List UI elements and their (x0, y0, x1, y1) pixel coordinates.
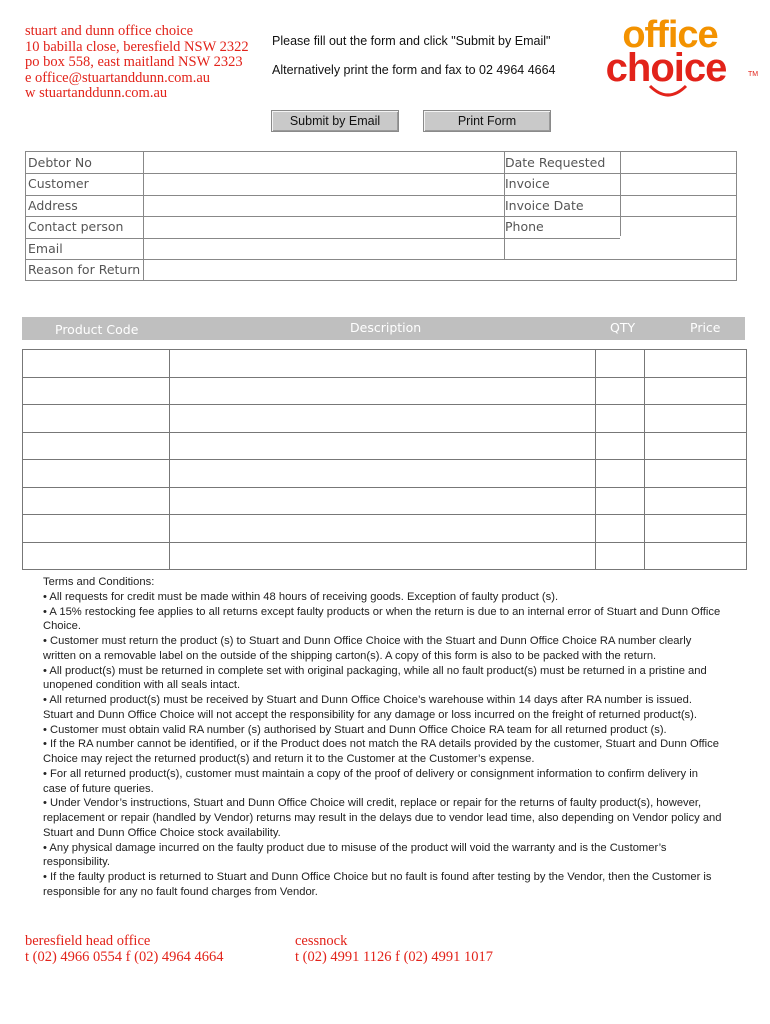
header-qty: QTY (610, 320, 636, 335)
customer-field[interactable] (144, 173, 504, 194)
product-code-cell[interactable] (23, 377, 170, 405)
terms-item: • Any physical damage incurred on the faulty product due to misuse of the product will void the warranty and is the Customer’s responsibility. (43, 841, 667, 869)
description-cell[interactable] (170, 487, 596, 515)
cessnock-title: cessnock (295, 933, 348, 949)
table-row (23, 487, 747, 515)
instruction-email: Please fill out the form and click "Submit by Email" (272, 34, 551, 48)
table-row (23, 405, 747, 433)
terms-item: • All product(s) must be returned in complete set with original packaging, while all no fault product(s) must be returned in a pristine and unopened condition with all seals intact. (43, 664, 707, 692)
table-row (23, 515, 747, 543)
price-cell[interactable] (645, 515, 747, 543)
terms-item: • Under Vendor’s instructions, Stuart and Dunn Office Choice will credit, replace or repair for the returns of faulty product(s), however, replacement or repair (handled by Vendor) returns may result in the delays due to vendor lead time, also depending on Vendor policy and Stuart and Dunn Office Choice stock availability. (43, 797, 722, 839)
product-code-cell[interactable] (23, 487, 170, 515)
terms-item: • All returned product(s) must be received by Stuart and Dunn Office Choice’s warehouse within 14 days after RA number is issued. Stuart and Dunn Office Choice will not accept the responsibility for any damage or loss incurred on the freight of returned product(s). (43, 694, 697, 721)
qty-cell[interactable] (596, 350, 645, 378)
phone-field[interactable] (621, 216, 737, 237)
header-price: Price (690, 320, 721, 335)
office-choice-logo (580, 14, 760, 102)
label-invoice: Invoice (505, 176, 550, 192)
table-row (23, 542, 747, 570)
terms-item: • If the faulty product is returned to Stuart and Dunn Office Choice but no fault is found after testing by the Vendor, then the Customer is responsible for any no fault found charges from Vendor. (43, 871, 712, 898)
invoice-field[interactable] (621, 173, 737, 194)
company-address (25, 24, 249, 102)
label-phone: Phone (505, 219, 544, 235)
table-row (23, 350, 747, 378)
product-code-cell[interactable] (23, 542, 170, 570)
debtor-info-form (25, 151, 737, 281)
header-description: Description (350, 320, 422, 335)
description-cell[interactable] (170, 432, 596, 460)
label-invoice-date: Invoice Date (505, 197, 584, 213)
product-code-cell[interactable] (23, 405, 170, 433)
logo-word-choice: choice (605, 46, 727, 90)
label-customer: Customer (28, 176, 89, 192)
product-code-cell[interactable] (23, 460, 170, 488)
description-cell[interactable] (170, 350, 596, 378)
logo-word-office: office (622, 14, 718, 56)
divider (504, 152, 505, 259)
product-table-header (22, 317, 745, 340)
company-email: e office@stuartanddunn.com.au (25, 69, 211, 86)
invoice-date-field[interactable] (621, 195, 737, 216)
price-cell[interactable] (645, 377, 747, 405)
label-address: Address (28, 197, 78, 213)
header-product-code: Product Code (55, 322, 139, 337)
terms-item: • A 15% restocking fee applies to all returns except faulty products or when the return is due to an internal error of Stuart and Dunn Office Choice. (43, 605, 721, 633)
company-name: stuart and dunn office choice (25, 23, 194, 39)
reason-for-return-field[interactable] (144, 259, 736, 280)
company-website: w stuartanddunn.com.au (25, 85, 168, 101)
submit-by-email-button[interactable]: Submit by Email (271, 110, 399, 132)
qty-cell[interactable] (596, 515, 645, 543)
address-field[interactable] (144, 195, 504, 216)
terms-item: • Customer must return the product (s) to Stuart and Dunn Office Choice with the Stuart and Dunn Office Choice RA number clearly written on a removable label on the outside of the shipping carton(s). A copy of this form is also to be packed with the return. (43, 635, 692, 662)
label-reason-for-return: Reason for Return (28, 262, 141, 277)
qty-cell[interactable] (596, 542, 645, 570)
description-cell[interactable] (170, 405, 596, 433)
qty-cell[interactable] (596, 460, 645, 488)
product-code-cell[interactable] (23, 350, 170, 378)
email-field[interactable] (144, 238, 504, 259)
contact-person-field[interactable] (144, 216, 504, 237)
price-cell[interactable] (645, 432, 747, 460)
footer-cessnock (295, 933, 493, 965)
table-row (23, 432, 747, 460)
terms-item: • All requests for credit must be made within 48 hours of receiving goods. Exception of faulty product (s). (43, 590, 559, 603)
qty-cell[interactable] (596, 487, 645, 515)
price-cell[interactable] (645, 460, 747, 488)
description-cell[interactable] (170, 542, 596, 570)
label-contact-person: Contact person (28, 219, 124, 235)
table-row (23, 460, 747, 488)
print-form-button[interactable]: Print Form (423, 110, 551, 132)
qty-cell[interactable] (596, 405, 645, 433)
terms-item: • For all returned product(s), customer must maintain a copy of the proof of delivery or consignment information to confirm delivery in case of future queries. (43, 767, 698, 795)
price-cell[interactable] (645, 405, 747, 433)
description-cell[interactable] (170, 460, 596, 488)
cessnock-phone: t (02) 4991 1126 f (02) 4991 1017 (295, 949, 494, 965)
label-debtor-no: Debtor No (28, 155, 92, 170)
price-cell[interactable] (645, 542, 747, 570)
product-table (22, 349, 747, 570)
price-cell[interactable] (645, 487, 747, 515)
product-code-cell[interactable] (23, 432, 170, 460)
price-cell[interactable] (645, 350, 747, 378)
terms-and-conditions (43, 575, 723, 900)
debtor-no-field[interactable] (144, 152, 504, 173)
date-requested-field[interactable] (621, 152, 737, 173)
label-email: Email (28, 240, 63, 256)
label-date-requested: Date Requested (505, 155, 606, 170)
logo-trademark: TM (748, 71, 759, 78)
description-cell[interactable] (170, 377, 596, 405)
terms-item: • Customer must obtain valid RA number (s) authorised by Stuart and Dunn Office Choice RA team for all returned product (s). (43, 723, 667, 736)
product-code-cell[interactable] (23, 515, 170, 543)
footer-head-office (25, 933, 224, 965)
table-row (23, 377, 747, 405)
description-cell[interactable] (170, 515, 596, 543)
head-office-title: beresfield head office (25, 933, 151, 949)
postal-address: po box 558, east maitland NSW 2323 (25, 54, 243, 70)
head-office-phone: t (02) 4966 0554 f (02) 4964 4664 (25, 949, 224, 965)
instruction-fax: Alternatively print the form and fax to 02 4964 4664 (272, 63, 556, 77)
street-address: 10 babilla close, beresfield NSW 2322 (25, 38, 249, 55)
terms-title: Terms and Conditions: (43, 576, 155, 588)
qty-cell[interactable] (596, 377, 645, 405)
terms-item: • If the RA number cannot be identified, or if the Product does not match the RA details provided by the customer, Stuart and Dunn Office Choice may reject the returned product(s) and return it to the Customer at the Customer’s expense. (43, 738, 719, 765)
qty-cell[interactable] (596, 432, 645, 460)
